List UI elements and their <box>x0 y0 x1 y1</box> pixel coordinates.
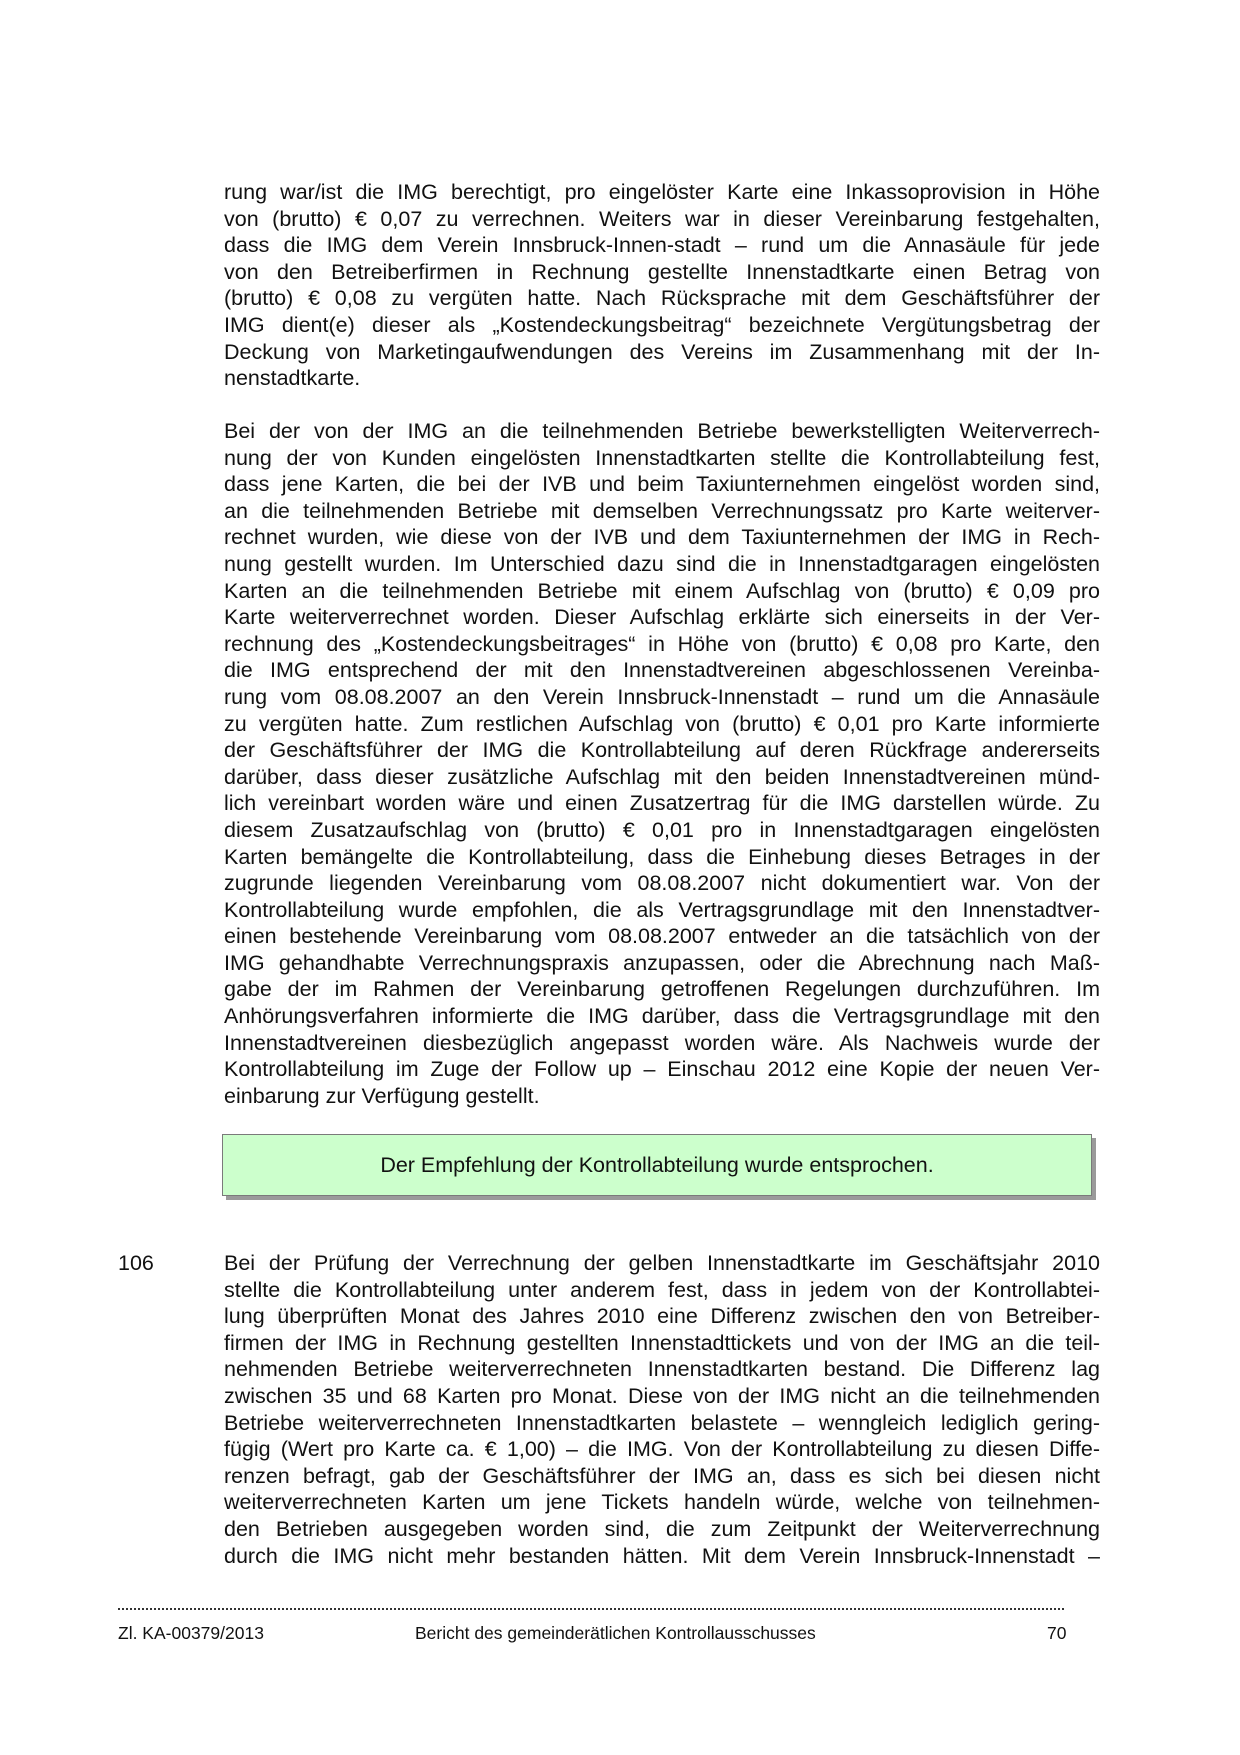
text-line: zugrunde liegenden Vereinbarung vom 08.08.2007 nicht dokumentiert war. Von der <box>224 871 1100 896</box>
text-line: darüber, dass dieser zusätzliche Aufschlag mit den beiden Innenstadtvereinen münd- <box>224 764 1100 789</box>
text-line: diesem Zusatzaufschlag von (brutto) € 0,01 pro in Innenstadtgaragen eingelösten <box>224 817 1100 842</box>
paragraph-2 <box>224 418 1100 1109</box>
footer-title: Bericht des gemeinderätlichen Kontrollausschusses <box>415 1623 816 1643</box>
text-line: IMG dient(e) dieser als „Kostendeckungsbeitrag“ bezeichnete Vergütungsbetrag der <box>224 312 1100 337</box>
text-line: zwischen 35 und 68 Karten pro Monat. Diese von der IMG nicht an die teilnehmenden <box>224 1383 1100 1408</box>
text-line: nehmenden Betriebe weiterverrechneten Innenstadtkarten bestand. Die Differenz lag <box>224 1357 1100 1382</box>
paragraph-106 <box>224 1250 1100 1569</box>
text-line: nung der von Kunden eingelösten Innenstadtkarten stellte die Kontrollabteilung fest, <box>224 445 1100 470</box>
text-line: Bei der von der IMG an die teilnehmenden Betriebe bewerkstelligten Weiterverrech- <box>224 419 1100 443</box>
text-line: der Geschäftsführer der IMG die Kontrollabteilung auf deren Rückfrage andererseits <box>224 738 1100 763</box>
text-line: Kontrollabteilung im Zuge der Follow up – Einschau 2012 eine Kopie der neuen Ver- <box>224 1057 1100 1082</box>
text-line: IMG gehandhabte Verrechnungspraxis anzupassen, oder die Abrechnung nach Maß- <box>224 950 1100 975</box>
text-line: gabe der im Rahmen der Vereinbarung getroffenen Regelungen durchzuführen. Im <box>224 977 1100 1002</box>
text-line: die IMG entsprechend der mit den Innenstadtvereinen abgeschlossenen Vereinba- <box>224 658 1100 683</box>
text-line: den Betrieben ausgegeben worden sind, die zum Zeitpunkt der Weiterverrechnung <box>224 1516 1100 1541</box>
text-line: dass die IMG dem Verein Innsbruck-Innen-stadt – rund um die Annasäule für jede <box>224 233 1100 258</box>
text-line: firmen der IMG in Rechnung gestellten Innenstadttickets und von der IMG an die teil- <box>224 1330 1100 1355</box>
section-number: 106 <box>118 1251 154 1275</box>
text-line: rechnet wurden, wie diese von der IVB und dem Taxiunternehmen der IMG in Rech- <box>224 525 1100 550</box>
text-line: rechnung des „Kostendeckungsbeitrages“ in Höhe von (brutto) € 0,08 pro Karte, den <box>224 631 1100 656</box>
callout-text: Der Empfehlung der Kontrollabteilung wurde entsprochen. <box>380 1152 934 1177</box>
text-line: von den Betreiberfirmen in Rechnung gestellte Innenstadtkarte einen Betrag von <box>224 259 1100 284</box>
text-line: zu vergüten hatte. Zum restlichen Aufschlag von (brutto) € 0,01 pro Karte informierte <box>224 711 1100 736</box>
text-line: Karten an die teilnehmenden Betriebe mit einem Aufschlag von (brutto) € 0,09 pro <box>224 578 1100 603</box>
text-line: Karte weiterverrechnet worden. Dieser Aufschlag erklärte sich einerseits in der Ver- <box>224 605 1100 630</box>
text-line: an die teilnehmenden Betriebe mit demselben Verrechnungssatz pro Karte weiterver- <box>224 498 1100 523</box>
text-line: rung vom 08.08.2007 an den Verein Innsbruck-Innenstadt – rund um die Annasäule <box>224 684 1100 709</box>
page-number: 70 <box>1047 1623 1067 1643</box>
footer-divider <box>118 1608 1064 1610</box>
text-line: von (brutto) € 0,07 zu verrechnen. Weiters war in dieser Vereinbarung festgehalten, <box>224 206 1100 231</box>
text-line: nung gestellt wurden. Im Unterschied dazu sind die in Innenstadtgaragen eingelösten <box>224 551 1100 576</box>
text-line: einen bestehende Vereinbarung vom 08.08.2007 entweder an die tatsächlich von der <box>224 924 1100 949</box>
recommendation-callout <box>222 1134 1092 1196</box>
text-line: stellte die Kontrollabteilung unter anderem fest, dass in jedem von der Kontrollabtei- <box>224 1277 1100 1302</box>
text-line: (brutto) € 0,08 zu vergüten hatte. Nach Rücksprache mit dem Geschäftsführer der <box>224 286 1100 311</box>
text-line: fügig (Wert pro Karte ca. € 1,00) – die IMG. Von der Kontrollabteilung zu diesen Diffe- <box>224 1437 1100 1462</box>
text-line: Deckung von Marketingaufwendungen des Vereins im Zusammenhang mit der In- <box>224 339 1100 364</box>
text-line: dass jene Karten, die bei der IVB und beim Taxiunternehmen eingelöst worden sind, <box>224 472 1100 497</box>
text-line: Anhörungsverfahren informierte die IMG darüber, dass die Vertragsgrundlage mit den <box>224 1004 1100 1029</box>
text-line: nenstadtkarte. <box>224 366 361 391</box>
text-line: weiterverrechneten Karten um jene Tickets handeln würde, welche von teilnehmen- <box>224 1490 1100 1515</box>
text-line: renzen befragt, gab der Geschäftsführer der IMG an, dass es sich bei diesen nicht <box>224 1463 1100 1488</box>
text-line: lich vereinbart worden wäre und einen Zusatzertrag für die IMG darstellen würde. Zu <box>224 791 1100 816</box>
text-line: Bei der Prüfung der Verrechnung der gelben Innenstadtkarte im Geschäftsjahr 2010 <box>224 1251 1100 1275</box>
text-line: einbarung zur Verfügung gestellt. <box>224 1083 540 1108</box>
text-line: Innenstadtvereinen diesbezüglich angepasst worden wäre. Als Nachweis wurde der <box>224 1030 1100 1055</box>
text-line: rung war/ist die IMG berechtigt, pro eingelöster Karte eine Inkassoprovision in Höhe <box>224 180 1100 204</box>
footer-reference: Zl. KA-00379/2013 <box>118 1623 264 1643</box>
text-line: durch die IMG nicht mehr bestanden hätten. Mit dem Verein Innsbruck-Innenstadt – <box>224 1543 1100 1568</box>
text-line: Betriebe weiterverrechneten Innenstadtkarten belastete – wenngleich lediglich gering- <box>224 1410 1100 1435</box>
paragraph-1 <box>224 179 1100 392</box>
text-line: Karten bemängelte die Kontrollabteilung, dass die Einhebung dieses Betrages in der <box>224 844 1100 869</box>
text-line: lung überprüften Monat des Jahres 2010 eine Differenz zwischen den von Betreiber- <box>224 1304 1100 1329</box>
text-line: Kontrollabteilung wurde empfohlen, die als Vertragsgrundlage mit den Innenstadtver- <box>224 897 1100 922</box>
